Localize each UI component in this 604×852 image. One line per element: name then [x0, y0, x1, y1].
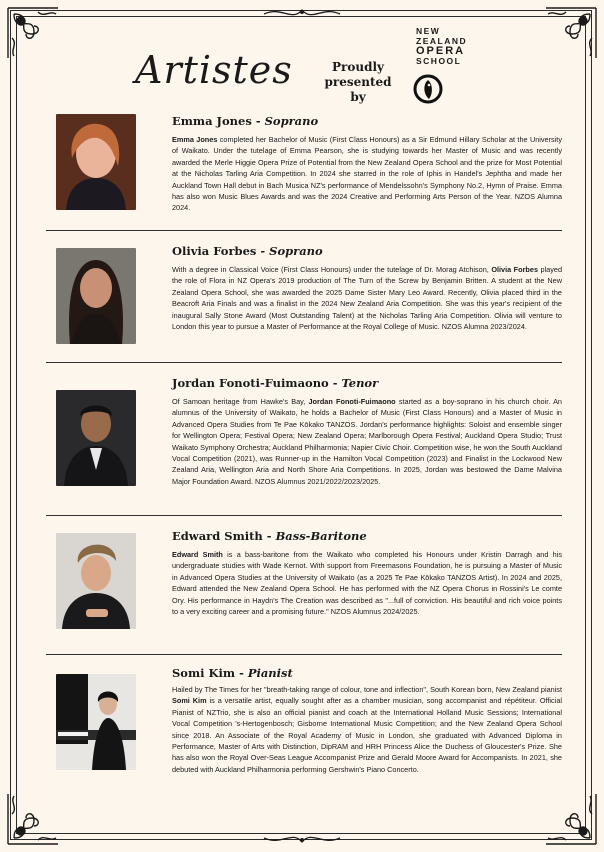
page-title: Artistes	[135, 48, 293, 92]
artist-section	[46, 108, 562, 230]
artist-section	[46, 364, 562, 512]
artist-section	[46, 232, 562, 360]
nzos-logo-icon	[413, 74, 443, 104]
artist-section	[46, 517, 562, 652]
artist-photo	[56, 533, 136, 629]
artist-name: Somi Kim - Pianist	[172, 666, 293, 680]
section-divider	[46, 654, 562, 655]
artist-bio: Emma Jones completed her Bachelor of Music (First Class Honours) as a Sir Edmund Hillary Scholar at the University of Waikato. Under the tutelage of Emma Pearson, she is studying towards her Master of Music and was recently awarded the Merle Higgie Opera Prize of Potential from the New Zealand Opera School and the prize for Most Potential at the Nicholas Tarling Aria Competition. In 2024 she starred in the role of Iphis in Handel's Jephtha and made her Auckland Town Hall debut in Bach Musica NZ's performance of Mendelssohn's Symphony No.2, Hymn of Praise. Emma has also won Music Blues Awards and was the 2024 Creative and Performing Arts Person of the Year. NZOS Alumna 2024.	[172, 135, 562, 213]
artist-name: Jordan Fonoti-Fuimaono - Tenor	[172, 376, 379, 390]
nzos-logo-text: NEW ZEALAND OPERA SCHOOL	[416, 26, 468, 66]
artist-photo	[56, 390, 136, 486]
section-divider	[46, 515, 562, 516]
artist-photo	[56, 114, 136, 210]
artist-bio: Of Samoan heritage from Hawke's Bay, Jordan Fonoti-Fuimaono started as a boy-soprano in his church choir. An alumnus of the University of Waikato, he holds a Bachelor of Music (First Class Honours) and a Master of Music in Advanced Opera Studies from Te Pae Kōkako TANZOS. Jordan's performance highlights: Soloist and ensemble singer for Wellington Opera; Festival Opera; New Zealand Opera; Marlborough Opera Festival; Auckland Opera Studio; Trust Waikato Symphony Orchestra; Auckland Philharmonia; Napier Civic Choir. Competition wise, he won the South Auckland Vocal Competition (2021), was Runner-up in the Hamilton Vocal Competition (2023) and Finalist in the Lockwood New Zealand Aria, Wellington Aria and North Shore Aria Competitions. In 2025, Jordan was bestowed the Dame Malvina Major Foundation Award. NZOS Alumnus 2021/2022/2023/2025.	[172, 397, 562, 486]
bottom-flourish-icon	[262, 830, 342, 846]
section-divider	[46, 230, 562, 231]
section-divider	[46, 362, 562, 363]
artist-bio: With a degree in Classical Voice (First Class Honours) under the tutelage of Dr. Morag Atchison, Olivia Forbes played the role of Flora in NZ Opera's 2019 production of The Turn of the Screw by Benjamin Britten. A student at the New Zealand Opera School, she was awarded the 2025 Dame Sister Mary Leo Award. Recently, Olivia placed third in the Beacroft Aria Finals and was a finalist in the 2024 New Zealand Aria Competition. She was this year's recipient of the inaugural Sally Stone Award (Most Outstanding Talent) at the Nicholas Tarling Aria Competition. Olivia will venture to London this year to pursue a Master of Performance at the Royal College of Music. NZOS Alumna 2023/2024.	[172, 265, 563, 332]
corner-ornament-icon	[4, 790, 62, 848]
artist-bio: Hailed by The Times for her "breath-taking range of colour, tone and inflection", South Korean born, New Zealand pianist Somi Kim is a versatile artist, equally sought after as a chamber musician, song accompanist and répétiteur. Official Pianist of NZTrio, she is also an official pianist and coach at the International Holland Music Sessions; International Vocal Competition 's-Hertogenbosch; Gisborne International Music Competition; and the New Zealand Opera School since 2018. An Associate of the Royal Academy of Music in London, she graduated with Advanced Diploma in Performance, Master of Arts with Distinction, DipRAM and HRH Princess Alice the Duchess of Gloucester's Prize. She has also won the Royal Over-Seas League Accompanist Prize and Gerald Moore Award for Accompanists. In 2021, she debuted with Auckland Philharmonia performing Gershwin's Piano Concerto.	[172, 685, 562, 774]
artist-name: Olivia Forbes - Soprano	[172, 244, 323, 258]
artist-bio: Edward Smith is a bass-baritone from the Waikato who completed his Honours under Kristin Darragh and his undergraduate studies with Wade Kernot. With support from Freemasons Foundation, he is pursuing a Master of Music in Advanced Opera Studies at the University of Waikato (as a 2025 Te Pae Kōkako TANZOS Artist). In 2024 and 2025, Edward attended the New Zealand Opera School. He has performed with the NZ Opera Chorus in Rossini's Le comte Ory. His performance in Haydn's The Creation was described as "...full of conviction. His beautiful and rich voice points to a very exciting career and a promising future." NZOS Alumnus 2024/2025.	[172, 550, 562, 617]
artist-name: Edward Smith - Bass-Baritone	[172, 529, 367, 543]
artist-section	[46, 656, 562, 796]
artist-photo	[56, 674, 136, 770]
artist-photo	[56, 248, 136, 344]
presented-by-text: Proudly presented by	[324, 60, 392, 104]
corner-ornament-icon	[542, 790, 600, 848]
artist-name: Emma Jones - Soprano	[172, 114, 319, 128]
page-header	[0, 0, 604, 110]
